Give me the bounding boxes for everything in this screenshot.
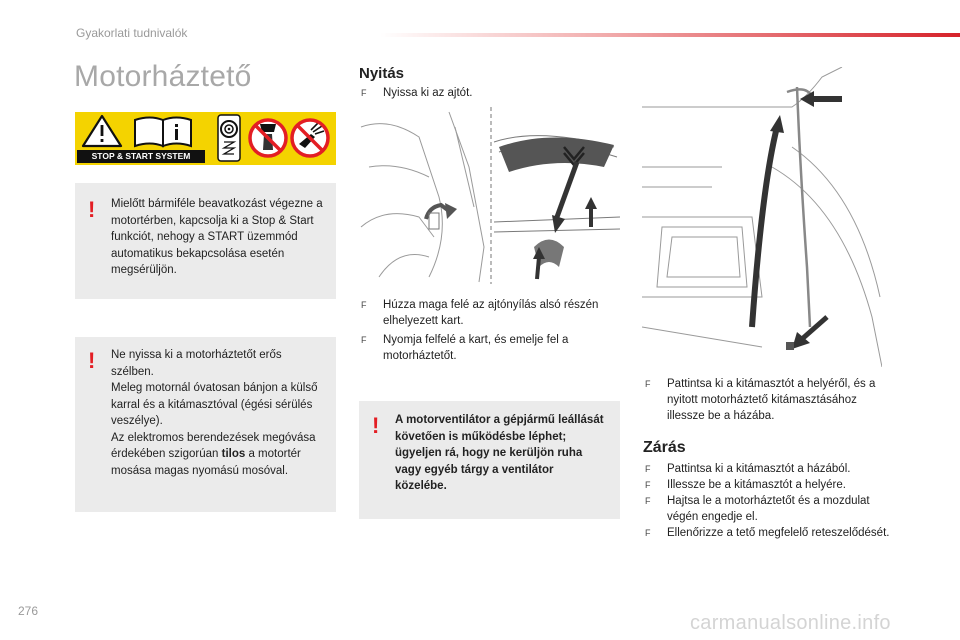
- warning-text-stop-start: Mielőtt bármiféle beavatkozást végezne a motortérben, kapcsolja ki a Stop & Start funkciót, nehogy a START üzemmód automatikus bekapcsolása esetén megsérüljön.: [111, 198, 323, 276]
- warning-text-fan: A motorventilátor a gépjármű leállását követően is működésbe léphet; ügyeljen rá, hogy ne kerüljön ruha vagy egyéb tárgy a ventilátor közelébe.: [395, 414, 604, 492]
- step-item: F Nyomja felfelé a kart, és emelje fel a motorháztetőt.: [361, 334, 569, 362]
- bullet-marker: F: [645, 379, 651, 389]
- bullet-marker: F: [645, 480, 651, 490]
- warning-exclamation-icon: !: [88, 197, 96, 222]
- page-title: Motorháztető: [74, 60, 252, 93]
- warning-icon-strip: [75, 112, 336, 165]
- step-item: F Húzza maga felé az ajtónyílás alsó részén elhelyezett kart.: [361, 299, 599, 327]
- warning-triangle-icon: [83, 116, 121, 146]
- bullet-marker: F: [645, 496, 651, 506]
- section-heading-nyitas: Nyitás: [359, 65, 405, 82]
- warning-box-wind-heat: [75, 337, 336, 512]
- warning-exclamation-icon: !: [372, 413, 380, 438]
- warning-line: Ne nyissa ki a motorháztetőt erős szélben.: [111, 349, 282, 378]
- warning-box-fan: [359, 401, 620, 519]
- page-number: 276: [18, 604, 39, 618]
- hood-release-drawing: [359, 107, 620, 284]
- bullet-marker: F: [645, 464, 651, 474]
- step-item: F Pattintsa ki a kitámasztót a házából.: [645, 463, 851, 475]
- section-heading-zaras: Zárás: [643, 439, 686, 456]
- bullet-marker: F: [361, 335, 367, 345]
- header-accent-line: [380, 33, 960, 37]
- step-item: F Pattintsa ki a kitámasztót a helyéről, és a nyitott motorháztető kitámasztásához illessze be a házába.: [645, 378, 876, 422]
- manual-book-icon: [135, 118, 191, 147]
- no-water-spray-icon: [292, 120, 328, 156]
- stop-start-system-label: STOP & START SYSTEM: [77, 150, 205, 163]
- bullet-marker: F: [361, 88, 367, 98]
- warning-box-stop-start: [75, 183, 336, 299]
- bullet-marker: F: [361, 300, 367, 310]
- watermark: carmanualsonline.info: [690, 612, 891, 634]
- hood-strut-drawing: [642, 67, 882, 367]
- warning-line: Az elektromos berendezések megóvása érdekében szigorúan tilos a motortér mosása magas nyomású mosóval.: [111, 431, 316, 477]
- warning-line: Meleg motornál óvatosan bánjon a külső karral és a kitámasztóval (égési sérülés veszélye).: [111, 382, 318, 427]
- step-item: F Ellenőrizze a tető megfelelő reteszelődését.: [645, 527, 890, 539]
- no-hand-icon: [250, 120, 286, 156]
- bullet-marker: F: [645, 528, 651, 538]
- section-header: Gyakorlati tudnivalók: [76, 26, 188, 40]
- step-item: F Nyissa ki az ajtót.: [361, 87, 473, 99]
- step-item: F Illessze be a kitámasztót a helyére.: [645, 479, 846, 491]
- warning-exclamation-icon: !: [88, 348, 96, 373]
- step-item: F Hajtsa le a motorháztetőt és a mozdulat végén engedje el.: [645, 495, 870, 523]
- bold-tilos: tilos: [221, 448, 246, 460]
- hood-strut-illustration: [642, 67, 882, 367]
- fan-icon: [218, 115, 240, 161]
- warning-text-wind-heat: [111, 347, 325, 479]
- hood-release-illustration: [359, 107, 620, 284]
